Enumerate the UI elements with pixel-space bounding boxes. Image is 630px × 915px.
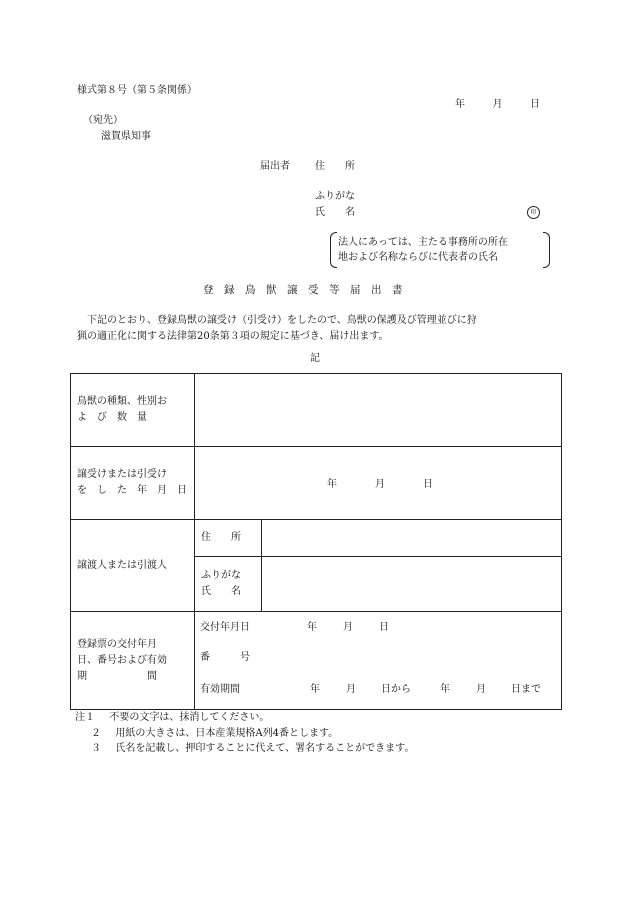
issue-year-label: 年 xyxy=(307,621,317,633)
corporate-note-line2: 地および名称ならびに代表者の氏名 xyxy=(338,252,498,263)
certificate-value-cell[interactable] xyxy=(195,612,562,710)
body-text-line2: 猟の適正化に関する法律第20条第３項の規定に基づき、届け出ます。 xyxy=(77,331,389,342)
ki-label: 記 xyxy=(310,353,320,364)
valid-period-label: 有効期間 xyxy=(200,683,240,695)
certificate-label-line3: 期 間 xyxy=(77,670,157,682)
transferor-furigana-label: ふりがな xyxy=(201,570,241,581)
issue-date-label: 交付年月日 xyxy=(200,621,250,633)
species-label-line1: 鳥獣の種類、性別お xyxy=(77,396,167,407)
transfer-month-label: 月 xyxy=(375,479,385,490)
seal-mark: 印 xyxy=(527,206,540,219)
date-year-label: 年 xyxy=(455,99,465,110)
transferor-label-cell xyxy=(71,520,195,612)
left-bracket xyxy=(330,232,337,268)
transferor-address-label-cell xyxy=(195,520,262,557)
registration-table xyxy=(70,373,562,710)
transferor-name-label: 氏 名 xyxy=(201,586,241,597)
form-number: 様式第８号（第５条関係） xyxy=(77,85,197,96)
valid-month2-label: 月 xyxy=(476,683,486,695)
certificate-label-cell xyxy=(71,612,195,710)
right-bracket xyxy=(543,232,550,268)
transferor-name-label-cell xyxy=(195,557,262,612)
table-row xyxy=(71,374,562,447)
transferor-name-value-cell[interactable] xyxy=(262,557,562,612)
valid-year1-label: 年 xyxy=(310,683,320,695)
note-1-text: 不要の文字は、抹消してください。 xyxy=(109,712,270,723)
notifier-address-label: 住 所 xyxy=(315,161,355,172)
transfer-date-label-line2: を し た 年 月 日 xyxy=(77,485,187,496)
transfer-year-label: 年 xyxy=(327,479,337,490)
date-day-label: 日 xyxy=(530,99,540,110)
notifier-label: 届出者 xyxy=(260,161,290,172)
corporate-note xyxy=(330,232,550,268)
body-text-line1: 下記のとおり、登録鳥獣の譲受け（引受け）をしたので、鳥獣の保護及び管理並びに狩 xyxy=(77,315,477,326)
transfer-date-label-line1: 譲受けまたは引受け xyxy=(77,469,167,480)
certificate-label-line1: 登録票の交付年月 xyxy=(77,638,157,650)
valid-until-label: 日まで xyxy=(511,683,541,695)
transfer-date-value-cell[interactable] xyxy=(195,447,562,520)
corporate-note-line1: 法人にあっては、主たる事務所の所在 xyxy=(338,237,508,248)
transfer-date-label-cell xyxy=(71,447,195,520)
note-1 xyxy=(75,711,269,724)
addressee-prefix: （宛先） xyxy=(83,115,123,126)
note-1-prefix: 注１ xyxy=(75,712,95,723)
species-label-line2: よ び 数 量 xyxy=(77,412,147,423)
number-label: 番 号 xyxy=(200,651,250,663)
table-row xyxy=(71,447,562,520)
valid-from-label: 日から xyxy=(381,683,411,695)
issue-month-label: 月 xyxy=(343,621,353,633)
table-row xyxy=(71,520,562,557)
corporate-note-text xyxy=(338,235,508,265)
species-value-cell[interactable] xyxy=(195,374,562,447)
note-3 xyxy=(91,742,414,755)
species-label-cell xyxy=(71,374,195,447)
transferor-label: 譲渡人または引渡人 xyxy=(77,559,167,571)
notifier-name-label: 氏 名 xyxy=(315,207,355,218)
issue-day-label: 日 xyxy=(379,621,389,633)
valid-month1-label: 月 xyxy=(346,683,356,695)
note-2-prefix: ２ xyxy=(91,728,101,739)
notifier-furigana-label: ふりがな xyxy=(315,191,355,202)
table-row xyxy=(71,612,562,710)
transferor-address-value-cell[interactable] xyxy=(262,520,562,557)
transfer-day-label: 日 xyxy=(423,479,433,490)
note-2 xyxy=(91,727,338,740)
transferor-address-label: 住 所 xyxy=(201,532,241,543)
valid-year2-label: 年 xyxy=(440,683,450,695)
certificate-label-line2: 日、番号および有効 xyxy=(77,654,167,666)
date-month-label: 月 xyxy=(492,99,503,110)
addressee: 滋賀県知事 xyxy=(101,131,151,142)
note-2-text: 用紙の大きさは、日本産業規格A列4番とします。 xyxy=(115,728,339,739)
note-3-prefix: ３ xyxy=(91,743,101,754)
submission-date xyxy=(455,98,540,111)
document-title: 登 録 鳥 獣 譲 受 等 届 出 書 xyxy=(203,284,403,296)
note-3-text: 氏名を記載し、押印することに代えて、署名することができます。 xyxy=(115,743,415,754)
